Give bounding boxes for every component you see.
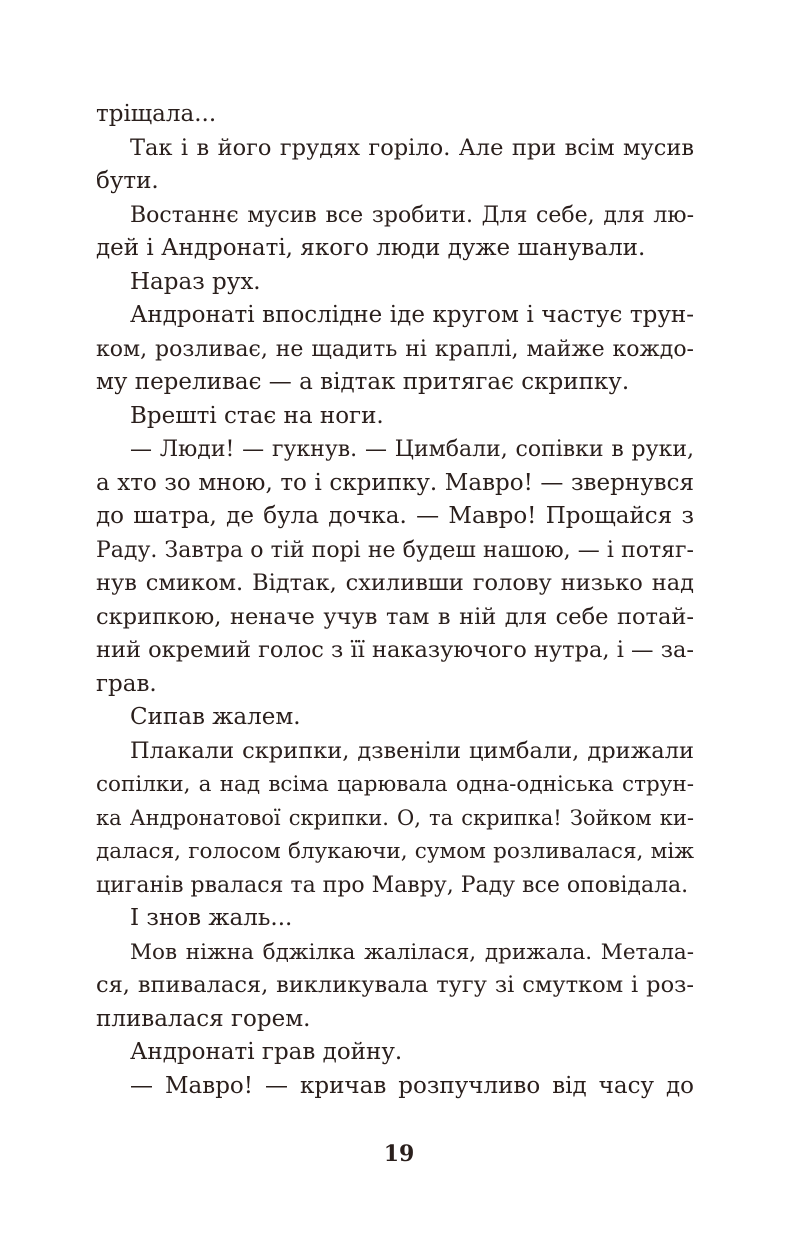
text-line: ка Андронатової скрипки. О, та скрипка! Зойком ки- <box>96 805 694 830</box>
text-line: скрипкою, неначе учув там в ній для себе потай- <box>96 603 694 630</box>
text-line: сопілки, а над всіма царювала одна-одніська струн- <box>96 772 694 797</box>
text-line: пливалася горем. <box>96 1005 311 1032</box>
text-line: ний окремий голос з її наказуючого нутра, і — за- <box>96 637 694 663</box>
text-line: далася, голосом блукаючи, сумом розливалася, між <box>96 839 694 864</box>
text-line: ком, розливає, не щадить ні краплі, майже кождо- <box>96 336 694 362</box>
text-line: ся, впивалася, викликувала тугу зі смутком і роз- <box>96 972 694 998</box>
text-line: — Мавро! — кричав розпучливо від часу до <box>130 1072 694 1099</box>
text-line: бути. <box>96 168 159 194</box>
text-line: дей і Андронаті, якого люди дуже шанували. <box>96 235 646 261</box>
text-line: — Люди! — гукнув. — Цимбали, сопівки в руки, <box>130 437 694 462</box>
text-line: Востаннє мусив все зробити. Для себе, для лю- <box>130 202 694 228</box>
text-line: тріщала... <box>96 101 217 127</box>
text-line: до шатра, де була дочка. — Мавро! Прощайся з <box>96 503 694 529</box>
text-line: Так і в його грудях горіло. Але при всім мусив <box>130 134 694 161</box>
text-line: нув смиком. Відтак, схиливши голову низько над <box>96 570 694 596</box>
text-line: грав. <box>96 670 157 697</box>
text-line: Мов ніжна бджілка жалілася, дрижала. Металa- <box>130 939 694 965</box>
text-line: Андронаті грав дойну. <box>130 1039 403 1065</box>
body-text <box>96 98 694 1103</box>
text-line: а хто зо мною, то і скрипку. Мавро! — звернувся <box>96 469 694 496</box>
text-line: Сипав жалем. <box>130 704 301 730</box>
text-line: му переливає — а відтак притягає скрипку. <box>96 369 630 395</box>
text-line: циганів рвалася та про Мавру, Раду все оповідала. <box>96 872 689 898</box>
text-line: Врешті стає на ноги. <box>130 402 384 429</box>
text-line: Нараз рух. <box>130 268 261 295</box>
text-line: Раду. Завтра о тій порі не будеш нашою, — і потяг- <box>96 537 694 563</box>
page-number: 19 <box>383 1141 415 1167</box>
text-line: Плакали скрипки, дзвеніли цимбали, дрижали <box>130 737 694 764</box>
text-line: Андронаті впослідне іде кругом і частує трун- <box>130 302 694 328</box>
text-line: І знов жаль... <box>130 905 293 931</box>
